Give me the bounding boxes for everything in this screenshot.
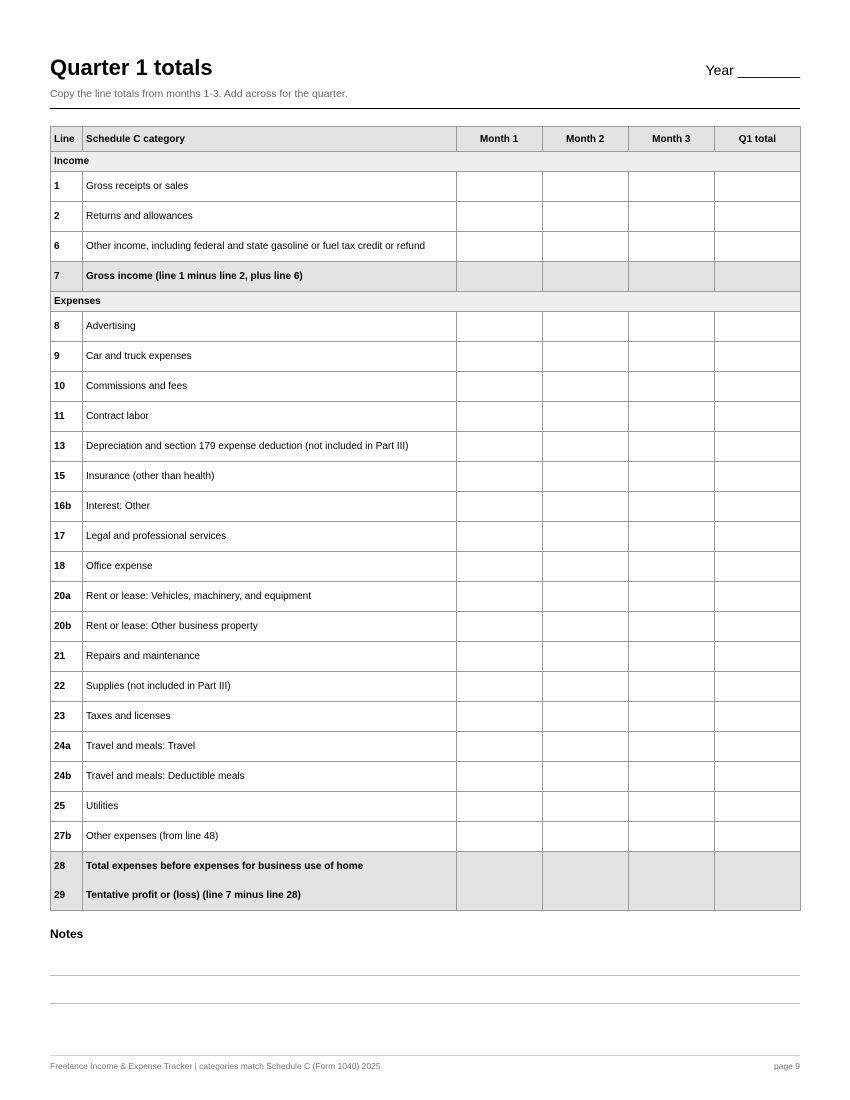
amount-cell-month-2[interactable] (542, 852, 628, 911)
section-label: Expenses (51, 292, 801, 312)
amount-cell-month-1[interactable] (456, 822, 542, 852)
amount-cell-q1-total[interactable] (714, 432, 800, 462)
amount-cell-q1-total[interactable] (714, 402, 800, 432)
amount-cell-month-3[interactable] (628, 172, 714, 202)
amount-cell-month-3[interactable] (628, 492, 714, 522)
table-row (51, 262, 801, 292)
amount-cell-month-2[interactable] (542, 822, 628, 852)
amount-cell-month-2[interactable] (542, 172, 628, 202)
amount-cell-q1-total[interactable] (714, 672, 800, 702)
amount-cell-month-2[interactable] (542, 342, 628, 372)
page-title: Quarter 1 totals (50, 55, 213, 80)
table-row (51, 612, 801, 642)
category-label: Interest: Other (83, 492, 456, 522)
category-label: Tentative profit or (loss) (line 7 minus line 28) (83, 881, 456, 911)
category-label: Contract labor (83, 402, 456, 432)
line-number: 18 (51, 552, 83, 582)
category-label: Returns and allowances (83, 202, 456, 232)
column-header-month-3: Month 3 (628, 127, 714, 152)
amount-cell-month-1[interactable] (456, 432, 542, 462)
amount-cell-month-3[interactable] (628, 672, 714, 702)
amount-cell-month-2[interactable] (542, 432, 628, 462)
category-label: Supplies (not included in Part III) (83, 672, 456, 702)
amount-cell-q1-total[interactable] (714, 582, 800, 612)
column-header-month-2: Month 2 (542, 127, 628, 152)
category-label: Other expenses (from line 48) (83, 822, 456, 852)
amount-cell-month-2[interactable] (542, 732, 628, 762)
table-body (51, 152, 801, 911)
amount-cell-month-3[interactable] (628, 762, 714, 792)
column-header-month-1: Month 1 (456, 127, 542, 152)
category-label: Depreciation and section 179 expense deduction (not included in Part III) (83, 432, 456, 462)
amount-cell-month-3[interactable] (628, 342, 714, 372)
year-field[interactable]: Year ________ (705, 62, 800, 78)
amount-cell-month-2[interactable] (542, 202, 628, 232)
amount-cell-month-2[interactable] (542, 462, 628, 492)
category-label: Insurance (other than health) (83, 462, 456, 492)
category-label: Advertising (83, 312, 456, 342)
amount-cell-month-1[interactable] (456, 852, 542, 911)
column-header-q1-total: Q1 total (714, 127, 800, 152)
amount-cell-month-2[interactable] (542, 672, 628, 702)
table-row (51, 372, 801, 402)
amount-cell-month-3[interactable] (628, 552, 714, 582)
column-header-line: Line (51, 127, 83, 152)
page-subtitle: Copy the line totals from months 1-3. Add across for the quarter. (50, 88, 348, 100)
amount-cell-month-1[interactable] (456, 172, 542, 202)
line-number: 17 (51, 522, 83, 552)
amount-cell-q1-total[interactable] (714, 852, 800, 911)
table-row (51, 732, 801, 762)
line-number: 13 (51, 432, 83, 462)
amount-cell-month-1[interactable] (456, 732, 542, 762)
amount-cell-month-3[interactable] (628, 732, 714, 762)
category-label: Other income, including federal and state gasoline or fuel tax credit or refund (83, 232, 456, 262)
column-header-category: Schedule C category (83, 127, 456, 152)
amount-cell-month-1[interactable] (456, 792, 542, 822)
table-row (51, 852, 801, 882)
line-number: 28 (51, 852, 83, 882)
amount-cell-month-2[interactable] (542, 612, 628, 642)
table-row (51, 432, 801, 462)
amount-cell-month-2[interactable] (542, 792, 628, 822)
category-label: Gross receipts or sales (83, 172, 456, 202)
amount-cell-q1-total[interactable] (714, 702, 800, 732)
amount-cell-month-1[interactable] (456, 522, 542, 552)
category-label: Office expense (83, 552, 456, 582)
amount-cell-month-2[interactable] (542, 312, 628, 342)
line-number: 8 (51, 312, 83, 342)
amount-cell-q1-total[interactable] (714, 522, 800, 552)
amount-cell-q1-total[interactable] (714, 612, 800, 642)
category-label: Gross income (line 1 minus line 2, plus line 6) (83, 262, 456, 292)
amount-cell-month-2[interactable] (542, 522, 628, 552)
amount-cell-month-2[interactable] (542, 642, 628, 672)
amount-cell-month-1[interactable] (456, 312, 542, 342)
amount-cell-month-3[interactable] (628, 582, 714, 612)
table-row (51, 172, 801, 202)
table-row (51, 462, 801, 492)
line-number: 10 (51, 372, 83, 402)
amount-cell-month-3[interactable] (628, 642, 714, 672)
line-number: 20a (51, 582, 83, 612)
amount-cell-month-1[interactable] (456, 232, 542, 262)
amount-cell-month-2[interactable] (542, 762, 628, 792)
amount-cell-month-2[interactable] (542, 552, 628, 582)
amount-cell-month-2[interactable] (542, 402, 628, 432)
amount-cell-month-3[interactable] (628, 522, 714, 552)
category-label: Utilities (83, 792, 456, 822)
table-row (51, 642, 801, 672)
table-header-row (51, 127, 801, 152)
amount-cell-month-1[interactable] (456, 582, 542, 612)
notes-line[interactable] (50, 1003, 800, 1004)
amount-cell-month-3[interactable] (628, 852, 714, 911)
amount-cell-month-2[interactable] (542, 702, 628, 732)
table-row (51, 582, 801, 612)
section-label: Income (51, 152, 801, 172)
table-row (51, 312, 801, 342)
amount-cell-month-1[interactable] (456, 702, 542, 732)
category-label: Total expenses before expenses for business use of home (83, 852, 456, 882)
amount-cell-q1-total[interactable] (714, 822, 800, 852)
line-number: 7 (51, 262, 83, 292)
amount-cell-month-1[interactable] (456, 642, 542, 672)
line-number: 25 (51, 792, 83, 822)
notes-line[interactable] (50, 975, 800, 976)
line-number: 15 (51, 462, 83, 492)
category-label: Rent or lease: Vehicles, machinery, and equipment (83, 582, 456, 612)
category-label: Rent or lease: Other business property (83, 612, 456, 642)
table-row (51, 792, 801, 822)
amount-cell-q1-total[interactable] (714, 732, 800, 762)
category-label: Legal and professional services (83, 522, 456, 552)
line-number: 16b (51, 492, 83, 522)
amount-cell-q1-total[interactable] (714, 262, 800, 292)
amount-cell-q1-total[interactable] (714, 372, 800, 402)
amount-cell-q1-total[interactable] (714, 232, 800, 262)
amount-cell-q1-total[interactable] (714, 462, 800, 492)
category-label: Repairs and maintenance (83, 642, 456, 672)
amount-cell-month-1[interactable] (456, 262, 542, 292)
amount-cell-month-1[interactable] (456, 202, 542, 232)
line-number: 9 (51, 342, 83, 372)
table-row (51, 202, 801, 232)
amount-cell-month-3[interactable] (628, 262, 714, 292)
amount-cell-month-2[interactable] (542, 372, 628, 402)
line-number: 20b (51, 612, 83, 642)
amount-cell-month-1[interactable] (456, 552, 542, 582)
amount-cell-month-3[interactable] (628, 462, 714, 492)
amount-cell-month-2[interactable] (542, 262, 628, 292)
table-row (51, 232, 801, 262)
amount-cell-month-3[interactable] (628, 372, 714, 402)
page-number: page 9 (774, 1061, 800, 1071)
section-row (51, 152, 801, 172)
amount-cell-month-3[interactable] (628, 232, 714, 262)
header-divider (50, 108, 800, 109)
amount-cell-q1-total[interactable] (714, 492, 800, 522)
amount-cell-month-3[interactable] (628, 792, 714, 822)
table-row (51, 492, 801, 522)
amount-cell-q1-total[interactable] (714, 552, 800, 582)
line-number: 24b (51, 762, 83, 792)
category-label: Travel and meals: Travel (83, 732, 456, 762)
section-row (51, 292, 801, 312)
line-number: 27b (51, 822, 83, 852)
amount-cell-month-3[interactable] (628, 822, 714, 852)
amount-cell-q1-total[interactable] (714, 642, 800, 672)
amount-cell-month-1[interactable] (456, 372, 542, 402)
amount-cell-month-3[interactable] (628, 432, 714, 462)
table-row (51, 552, 801, 582)
amount-cell-month-1[interactable] (456, 672, 542, 702)
line-number: 29 (51, 881, 83, 911)
amount-cell-month-1[interactable] (456, 612, 542, 642)
amount-cell-q1-total[interactable] (714, 312, 800, 342)
line-number: 11 (51, 402, 83, 432)
amount-cell-q1-total[interactable] (714, 202, 800, 232)
amount-cell-month-1[interactable] (456, 762, 542, 792)
table-row (51, 672, 801, 702)
amount-cell-month-1[interactable] (456, 462, 542, 492)
footer-divider (50, 1055, 800, 1056)
amount-cell-month-2[interactable] (542, 582, 628, 612)
table-row (51, 822, 801, 852)
table-row (51, 522, 801, 552)
category-label: Car and truck expenses (83, 342, 456, 372)
category-label: Commissions and fees (83, 372, 456, 402)
line-number: 6 (51, 232, 83, 262)
line-number: 23 (51, 702, 83, 732)
category-label: Travel and meals: Deductible meals (83, 762, 456, 792)
amount-cell-month-3[interactable] (628, 702, 714, 732)
amount-cell-month-3[interactable] (628, 402, 714, 432)
amount-cell-month-2[interactable] (542, 232, 628, 262)
footer-text: Freelance Income & Expense Tracker | categories match Schedule C (Form 1040) 2025 (50, 1061, 381, 1071)
amount-cell-month-3[interactable] (628, 312, 714, 342)
line-number: 24a (51, 732, 83, 762)
line-number: 1 (51, 172, 83, 202)
table-row (51, 762, 801, 792)
amount-cell-month-3[interactable] (628, 202, 714, 232)
quarter-totals-table (50, 126, 801, 911)
table-row (51, 402, 801, 432)
amount-cell-q1-total[interactable] (714, 342, 800, 372)
amount-cell-month-1[interactable] (456, 492, 542, 522)
amount-cell-month-1[interactable] (456, 342, 542, 372)
line-number: 2 (51, 202, 83, 232)
table-row (51, 342, 801, 372)
category-label: Taxes and licenses (83, 702, 456, 732)
table-row (51, 702, 801, 732)
amount-cell-q1-total[interactable] (714, 172, 800, 202)
line-number: 22 (51, 672, 83, 702)
notes-label: Notes (50, 927, 84, 941)
amount-cell-month-3[interactable] (628, 612, 714, 642)
amount-cell-q1-total[interactable] (714, 762, 800, 792)
amount-cell-month-1[interactable] (456, 402, 542, 432)
line-number: 21 (51, 642, 83, 672)
amount-cell-month-2[interactable] (542, 492, 628, 522)
amount-cell-q1-total[interactable] (714, 792, 800, 822)
